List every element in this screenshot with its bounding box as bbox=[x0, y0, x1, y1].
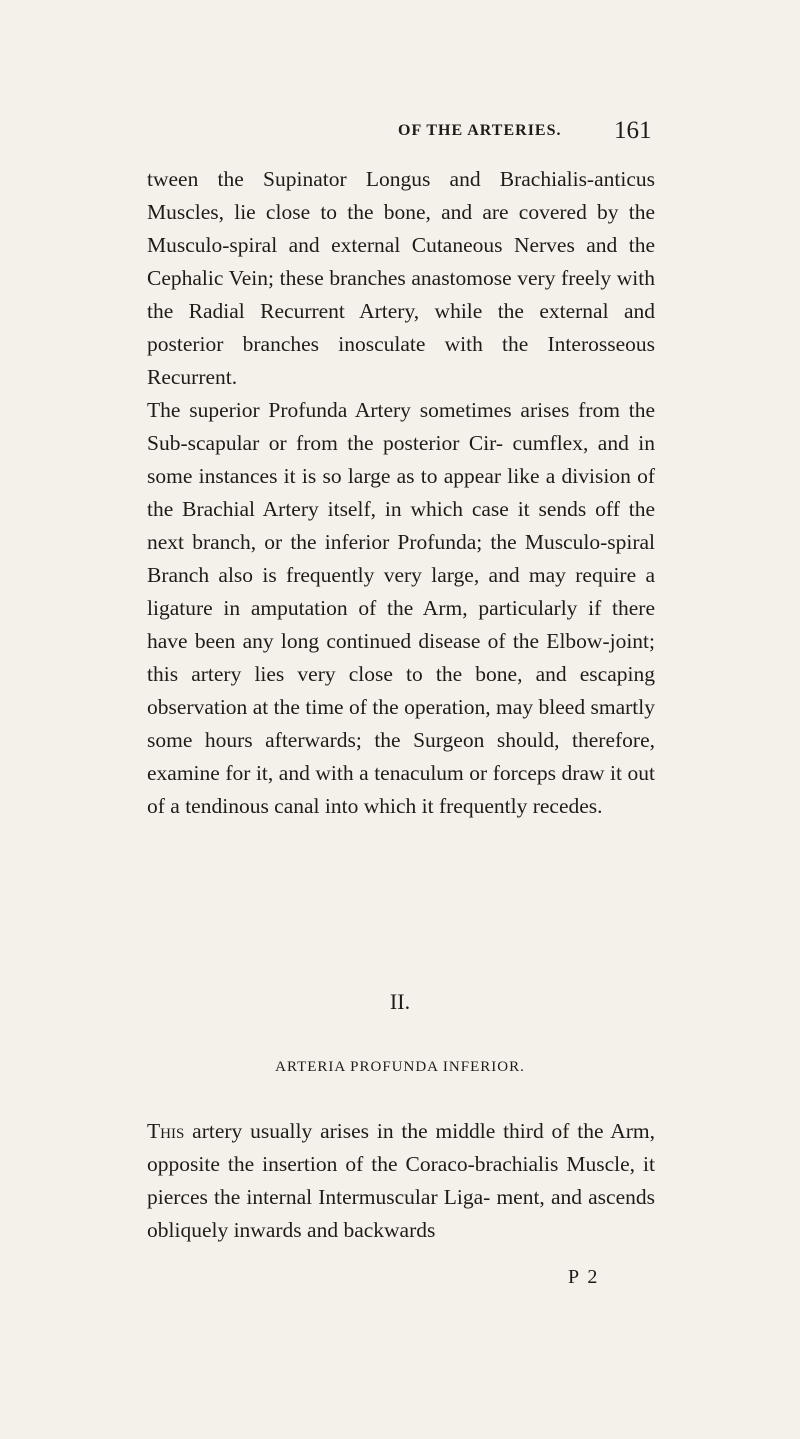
running-head-title: OF THE ARTERIES. bbox=[398, 122, 562, 139]
main-text-top bbox=[147, 163, 655, 823]
paragraph-2: The superior Profunda Artery sometimes arises from the Sub-scapular or from the posterior Cir- cumflex, and in some instances it is so large as to appear like a division of the Brachial Artery itself, in which case it sends off the next branch, or the inferior Profunda; the Musculo-spiral Branch also is frequently very large, and may require a ligature in amputation of the Arm, particularly if there have been any long continued disease of the Elbow-joint; this artery lies very close to the bone, and escaping observation at the time of the operation, may bleed smartly some hours afterwards; the Surgeon should, therefore, examine for it, and with a tenaculum or forceps draw it out of a tendinous canal into which it frequently recedes. bbox=[147, 398, 655, 818]
main-text-bottom bbox=[147, 1115, 655, 1247]
section-number: II. bbox=[389, 989, 411, 1014]
page-number: 161 bbox=[614, 117, 652, 144]
signature-mark: P 2 bbox=[568, 1266, 600, 1288]
running-head bbox=[0, 116, 800, 146]
paragraph-3-rest: artery usually arises in the middle third of the Arm, opposite the insertion of the Coraco-brachialis Muscle, it pierces the internal Intermuscular Liga- ment, and ascends obliquely inwards and backwards bbox=[147, 1119, 655, 1242]
paragraph-3-lead: This bbox=[147, 1119, 185, 1143]
paragraph-1: tween the Supinator Longus and Brachialis-anticus Muscles, lie close to the bone, and are covered by the Musculo-spiral and external Cutaneous Nerves and the Cephalic Vein; these branches anastomose very freely with the Radial Recurrent Artery, while the external and posterior branches inosculate with the Interosseous Recurrent. bbox=[147, 167, 655, 389]
section-heading: ARTERIA PROFUNDA INFERIOR. bbox=[275, 1059, 525, 1075]
paragraph-3 bbox=[147, 1115, 655, 1247]
